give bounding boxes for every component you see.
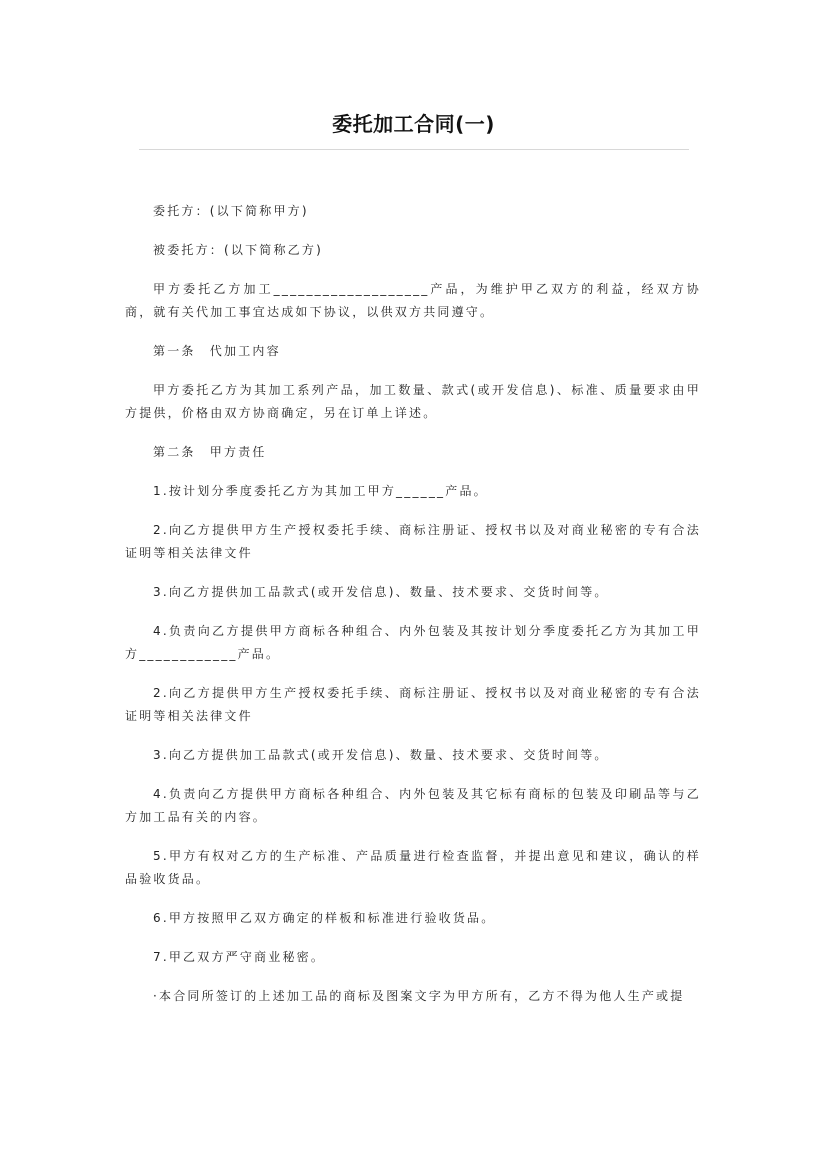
paragraph-client: 委托方：(以下简称甲方) [153,204,309,218]
list-item: 3.向乙方提供加工品款式(或开发信息)、数量、技术要求、交货时间等。 [153,585,609,599]
list-item: 4.负责向乙方提供甲方商标各种组合、内外包装及其它标有商标的包装及印刷品等与乙方加工品有关的内容。 [125,787,701,824]
document-title: 委托加工合同(一) [332,112,495,136]
list-item: 4.负责向乙方提供甲方商标各种组合、内外包装及其按计划分季度委托乙方为其加工甲方____________产品。 [125,624,701,661]
list-item: 2.向乙方提供甲方生产授权委托手续、商标注册证、授权书以及对商业秘密的专有合法证明等相关法律文件 [125,686,701,723]
list-item: 5.甲方有权对乙方的生产标准、产品质量进行检查监督，并提出意见和建议，确认的样品验收货品。 [125,849,701,886]
list-item: 2.向乙方提供甲方生产授权委托手续、商标注册证、授权书以及对商业秘密的专有合法证明等相关法律文件 [125,523,701,560]
article-1-content: 甲方委托乙方为其加工系列产品，加工数量、款式(或开发信息)、标准、质量要求由甲方提供，价格由双方协商确定，另在订单上详述。 [125,383,701,420]
article-1-heading: 第一条 代加工内容 [153,344,281,358]
list-item: ·本合同所签订的上述加工品的商标及图案文字为甲方所有，乙方不得为他人生产或提 [153,989,685,1003]
list-item: 3.向乙方提供加工品款式(或开发信息)、数量、技术要求、交货时间等。 [153,748,609,762]
list-item: 6.甲方按照甲乙双方确定的样板和标准进行验收货品。 [153,911,496,925]
paragraph-contractor: 被委托方：(以下简称乙方) [153,243,323,257]
document-body [125,200,701,1024]
list-item: 7.甲乙双方严守商业秘密。 [153,950,326,964]
list-item: 1.按计划分季度委托乙方为其加工甲方______产品。 [153,484,488,498]
article-2-heading: 第二条 甲方责任 [153,445,267,459]
paragraph-preamble: 甲方委托乙方加工___________________产品，为维护甲乙双方的利益，经双方协商，就有关代加工事宜达成如下协议，以供双方共同遵守。 [125,282,701,319]
title-divider [139,149,689,150]
